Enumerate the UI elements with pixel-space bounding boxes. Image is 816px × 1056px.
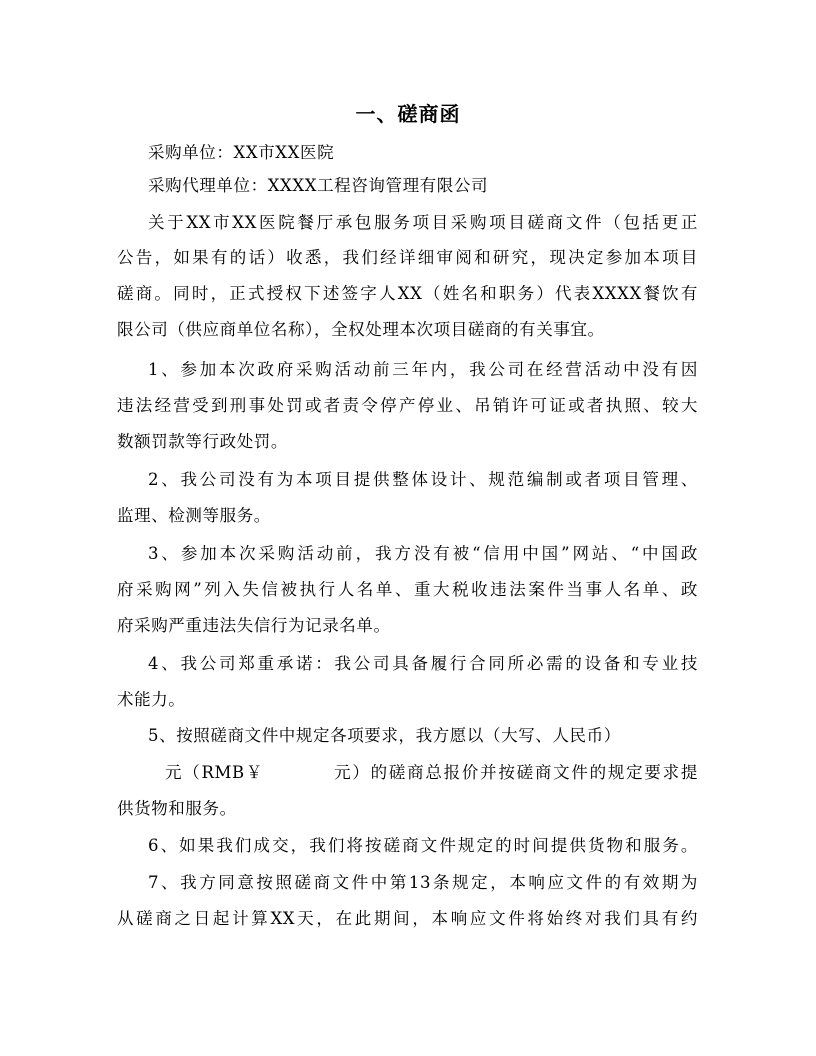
item3-line-3: 府采购严重违法失信行为记录名单。 xyxy=(117,616,391,635)
item1-line-2: 违法经营受到刑事处罚或者责令停产停业、吊销许可证或者执照、较大 xyxy=(117,396,698,415)
item3-line-1: 3、参加本次采购活动前，我方没有被“信用中国”网站、“中国政 xyxy=(148,544,698,563)
item3-line-2: 府采购网”列入失信被执行人名单、重大税收违法案件当事人名单、政 xyxy=(117,580,698,599)
item6-line-1: 6、如果我们成交，我们将按磋商文件规定的时间提供货物和服务。 xyxy=(148,836,698,855)
item5-line-3: 供货物和服务。 xyxy=(117,799,237,818)
item4-line-1: 4、我公司郑重承诺：我公司具备履行合同所必需的设备和专业技 xyxy=(148,654,698,673)
item1-line-3: 数额罚款等行政处罚。 xyxy=(117,432,288,451)
intro-line-2: 公告，如果有的话）收悉，我们经详细审阅和研究，现决定参加本项目 xyxy=(117,248,698,267)
item5-line-1: 5、按照磋商文件中规定各项要求，我方愿以（大写、人民币） xyxy=(148,726,621,745)
item4-line-2: 术能力。 xyxy=(117,690,186,709)
agent-line: 采购代理单位：XXXX工程咨询管理有限公司 xyxy=(148,176,489,195)
intro-line-4: 限公司（供应商单位名称），全权处理本次项目磋商的有关事宜。 xyxy=(117,320,605,339)
page-title: 一、磋商函 xyxy=(355,102,461,126)
item1-line-1: 1、参加本次政府采购活动前三年内，我公司在经营活动中没有因 xyxy=(148,360,698,379)
purchaser-line: 采购单位：XX市XX医院 xyxy=(148,143,335,162)
item5-line-2: 元（RMB￥ 元）的磋商总报价并按磋商文件的规定要求提 xyxy=(165,763,698,782)
item7-line-2: 从磋商之日起计算XX天，在此期间，本响应文件将始终对我们具有约 xyxy=(117,909,698,928)
intro-line-1: 关于XX市XX医院餐厅承包服务项目采购项目磋商文件（包括更正 xyxy=(148,213,698,232)
intro-line-3: 磋商。同时，正式授权下述签字人XX（姓名和职务）代表XXXX餐饮有 xyxy=(117,284,698,303)
item2-line-2: 监理、检测等服务。 xyxy=(117,506,271,525)
item2-line-1: 2、我公司没有为本项目提供整体设计、规范编制或者项目管理、 xyxy=(148,470,698,489)
item7-line-1: 7、我方同意按照磋商文件中第13条规定，本响应文件的有效期为 xyxy=(148,873,698,892)
